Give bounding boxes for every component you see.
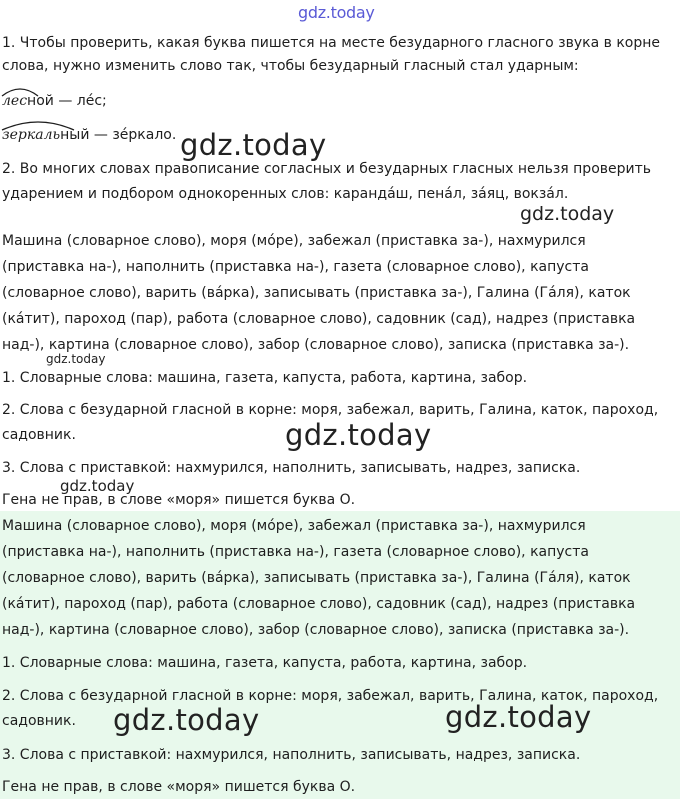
answer2-conclusion: Гена не прав, в слове «моря» пишется буква О. xyxy=(2,779,356,795)
answer2-line-5: над-), картина (словарное слово), забор (словарное слово), записка (приставка за-). xyxy=(2,622,630,638)
example1 xyxy=(2,91,107,111)
example1-ending: ной — лéс; xyxy=(27,93,107,109)
answer2-item-2-line2: садовник. xyxy=(2,713,76,729)
rule1-line2: слова, нужно изменить слово так, чтобы безударный гласный стал ударным: xyxy=(2,58,579,74)
answer-item-2-line2: садовник. xyxy=(2,427,76,443)
watermark-2: gdz.today xyxy=(520,203,615,225)
example2-root: зеркаль xyxy=(2,127,61,143)
answer2-line-3: (словарное слово), варить (вáрка), записывать (приставка за-), Галина (Гáля), каток xyxy=(2,570,631,586)
answer-line-2: (приставка на-), наполнить (приставка на-), газета (словарное слово), капуста xyxy=(2,259,589,275)
answer2-line-2: (приставка на-), наполнить (приставка на-), газета (словарное слово), капуста xyxy=(2,544,589,560)
answer2-item-2-line1: 2. Слова с безударной гласной в корне: моря, забежал, варить, Галина, каток, пароход, xyxy=(2,688,659,704)
answer-line-5: над-), картина (словарное слово), забор (словарное слово), записка (приставка за-). xyxy=(2,337,630,353)
example2-ending: ный — зéркало. xyxy=(60,127,177,143)
answer-item-2-line1: 2. Слова с безударной гласной в корне: моря, забежал, варить, Галина, каток, пароход, xyxy=(2,402,659,418)
answer-conclusion: Гена не прав, в слове «моря» пишется буква О. xyxy=(2,492,356,508)
watermark-7: gdz.today xyxy=(445,700,592,734)
rule2-line2: ударением и подбором однокоренных слов: карандáш, пенáл, зáяц, вокзáл. xyxy=(2,186,569,202)
answer-line-4: (кáтит), пароход (пар), работа (словарное слово), садовник (сад), надрез (приставка xyxy=(2,311,636,327)
answer2-line-1: Машина (словарное слово), моря (мóре), забежал (приставка за-), нахмурился xyxy=(2,518,586,534)
watermark-1: gdz.today xyxy=(180,128,327,162)
watermark-top: gdz.today xyxy=(298,3,375,22)
watermark-6: gdz.today xyxy=(113,703,260,737)
watermark-5: gdz.today xyxy=(60,477,135,495)
answer-line-1: Машина (словарное слово), моря (мóре), забежал (приставка за-), нахмурился xyxy=(2,233,586,249)
answer-line-3: (словарное слово), варить (вáрка), записывать (приставка за-), Галина (Гáля), каток xyxy=(2,285,631,301)
rule1-line1: 1. Чтобы проверить, какая буква пишется на месте безударного гласного звука в корне xyxy=(2,35,661,51)
answer-item-3: 3. Слова с приставкой: нахмурился, наполнить, записывать, надрез, записка. xyxy=(2,460,581,476)
answer2-item-3: 3. Слова с приставкой: нахмурился, наполнить, записывать, надрез, записка. xyxy=(2,747,581,763)
answer-item-1: 1. Словарные слова: машина, газета, капуста, работа, картина, забор. xyxy=(2,370,528,386)
example2 xyxy=(2,125,176,145)
watermark-4: gdz.today xyxy=(285,418,432,452)
answer2-line-4: (кáтит), пароход (пар), работа (словарное слово), садовник (сад), надрез (приставка xyxy=(2,596,636,612)
watermark-3: gdz.today xyxy=(46,352,106,366)
answer2-item-1: 1. Словарные слова: машина, газета, капуста, работа, картина, забор. xyxy=(2,655,528,671)
example1-root: лес xyxy=(2,93,28,109)
rule2-line1: 2. Во многих словах правописание согласных и безударных гласных нельзя проверить xyxy=(2,161,652,177)
